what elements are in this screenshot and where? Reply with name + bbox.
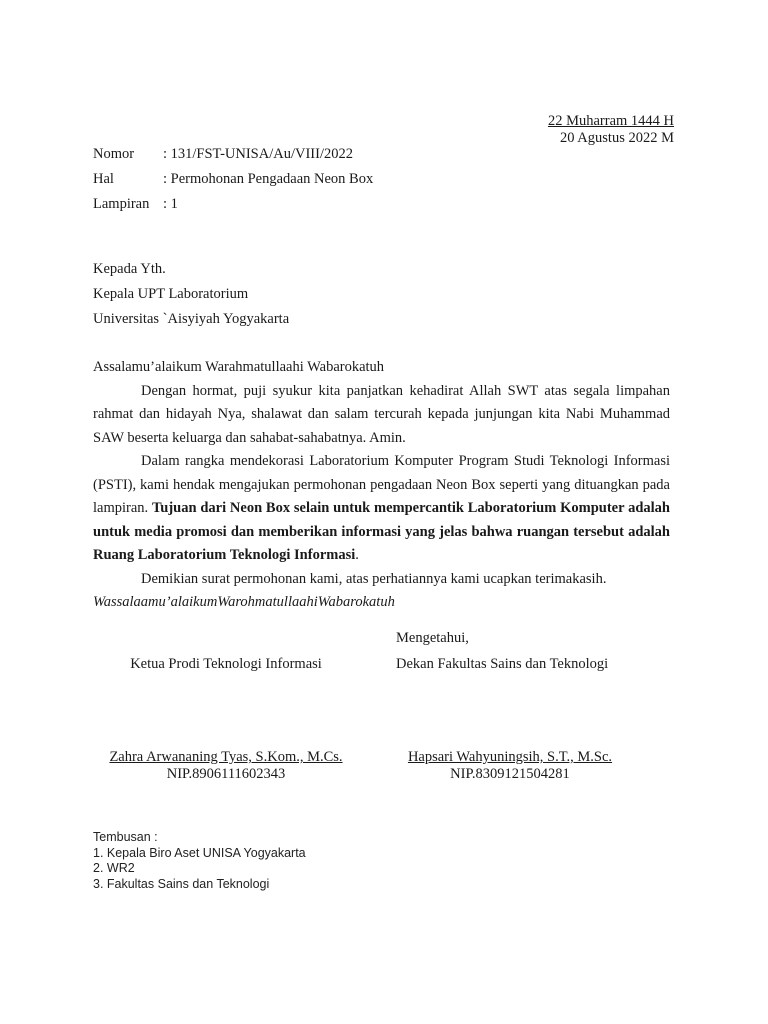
signature-right-title: Dekan Fakultas Sains dan Teknologi [396, 656, 609, 672]
paragraph-closing: Demikian surat permohonan kami, atas perhatiannya kami ucapkan terimakasih. [141, 570, 607, 587]
letter-body [93, 356, 670, 615]
signature-left-nip: NIP.8906111602343 [166, 766, 286, 782]
meta-hal-value: : Permohonan Pengadaan Neon Box [163, 171, 374, 187]
meta-nomor-label: Nomor [93, 146, 135, 162]
carbon-copy-item: 2. WR2 [93, 861, 135, 875]
recipient-line-1: Kepada Yth. [93, 261, 166, 277]
paragraph-opening: Dengan hormat, puji syukur kita panjatkan kehadirat Allah SWT atas segala limpahan rahmat dan hidayah Nya, shalawat dan salam tercurah kepada junjungan kita Nabi Muhammad SAW beserta keluarga dan sahabat-sahabatnya. Amin. [93, 382, 670, 446]
meta-hal-label: Hal [93, 171, 114, 187]
paragraph-purpose [93, 450, 670, 568]
meta-nomor-value: : 131/FST-UNISA/Au/VIII/2022 [163, 146, 353, 162]
meta-lampiran-label: Lampiran [93, 196, 150, 212]
signature-right-identity [396, 749, 624, 783]
carbon-copy-item: 3. Fakultas Sains dan Teknologi [93, 876, 270, 891]
signature-left [95, 656, 357, 673]
date-masehi: 20 Agustus 2022 M [559, 130, 674, 146]
carbon-copy-item: 1. Kepala Biro Aset UNISA Yogyakarta [93, 845, 306, 860]
signature-left-title: Ketua Prodi Teknologi Informasi [130, 656, 322, 672]
carbon-copy [93, 830, 306, 892]
signature-left-identity [95, 749, 357, 783]
signature-left-name: Zahra Arwananing Tyas, S.Kom., M.Cs. [109, 749, 343, 765]
closing-salutation: Wassalaamu’alaikumWarohmatullaahiWabarokatuh [93, 594, 395, 610]
acknowledge-label: Mengetahui, [396, 630, 469, 646]
signature-right-nip: NIP.8309121504281 [450, 766, 570, 782]
carbon-copy-heading: Tembusan : [93, 830, 158, 844]
recipient-line-2: Kepala UPT Laboratorium [93, 286, 249, 302]
paragraph-purpose-end: . [355, 547, 359, 563]
meta-lampiran-value: : 1 [163, 196, 178, 212]
paragraph-purpose-text: Dalam rangka mendekorasi Laboratorium Komputer Program Studi Teknologi Informasi (PSTI), kami hendak mengajukan permohonan pengadaan Neon Box seperti yang dituangkan pada lampiran. [93, 453, 670, 516]
recipient-line-3: Universitas `Aisyiyah Yogyakarta [93, 311, 290, 327]
signature-right [396, 656, 608, 673]
greeting: Assalamu’alaikum Warahmatullaahi Wabarokatuh [93, 359, 385, 375]
date-hijri: 22 Muharram 1444 H [547, 113, 674, 129]
signature-right-name: Hapsari Wahyuningsih, S.T., M.Sc. [407, 749, 613, 765]
paragraph-purpose-bold: Tujuan dari Neon Box selain untuk mempercantik Laboratorium Komputer adalah untuk media promosi dan memberikan informasi yang jelas bahwa ruangan tersebut adalah Ruang Laboratorium Teknologi Informasi [93, 500, 670, 563]
